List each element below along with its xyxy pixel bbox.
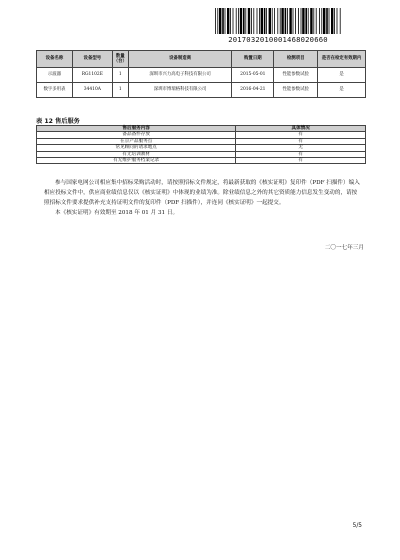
cell-equipment-name: 数字多用表 [37,83,73,98]
header-manufacturer: 设备制造商 [128,51,232,68]
cell-service-item: 有无维护服务档案记录 [37,158,236,164]
cell-service-item: 备品备件存放 [37,132,236,138]
header-service-content: 售后服务内容 [37,126,236,132]
header-service-status: 具体情况 [236,126,366,132]
cell-manufacturer: 深圳市博瑞格科技有限公司 [128,83,232,98]
header-equipment-model: 设备型号 [72,51,112,68]
barcode-image [214,8,342,34]
cell-equipment-model: RG1102E [72,68,112,83]
cell-service-status: 有 [236,151,366,157]
cell-quantity: 1 [112,68,128,83]
cell-equipment-model: 34410A [72,83,112,98]
table-row [37,68,366,83]
barcode-number: 2017032010001468020660 [228,35,328,44]
barcode-block [214,8,342,44]
after-sales-service-table [36,125,366,164]
cell-service-status: 无 [236,145,366,151]
section-title: 表 12 售后服务 [36,118,80,125]
header-test-item: 检测项目 [274,51,318,68]
cell-purchase-date: 2015-05-01 [232,68,274,83]
cell-service-status: 有 [236,138,366,144]
header-purchase-date: 购置日期 [232,51,274,68]
cell-service-status: 有 [236,132,366,138]
cell-equipment-name: 示波器 [37,68,73,83]
equipment-table [36,50,366,98]
table-row [37,83,366,98]
table-row [37,158,366,164]
header-calibration-valid: 是否在检定有效期内 [318,51,366,68]
cell-service-item: 常见顾问的请求地点 [37,145,236,151]
cell-quantity: 1 [112,83,128,98]
header-equipment-name: 设备名称 [37,51,73,68]
page-number: 5/5 [352,523,362,529]
cell-calibration-valid: 是 [318,68,366,83]
instruction-paragraph: 参与国家电网公司相应集中招标采购活动时，请按照招标文件规定，将最新获取的《核实证明》复印件（PDF 扫描件）编入相应投标文件中，供应商业绩信息仅以《核实证明》中体现的业绩为准。除业绩信息之外的其它资质能力信息发生变动的，请按照招标文件要求提供补充支持证明文件的复印件（PDF 扫描件），并连同《核实证明》一起提交。 [44,180,360,206]
cell-service-item: 在京产品服务点 [37,138,236,144]
cell-calibration-valid: 是 [318,83,366,98]
cell-test-item: 性能参数试验 [274,68,318,83]
validity-paragraph: 本《核实证明》有效期至 2018 年 01 月 31 日。 [55,210,179,216]
cell-service-item: 有无培训教材 [37,151,236,157]
equipment-table-header-row [37,51,366,68]
header-quantity: 数量（台） [112,51,128,68]
cell-test-item: 性能参数试验 [274,83,318,98]
cell-service-status: 有 [236,158,366,164]
cell-purchase-date: 2016-04-21 [232,83,274,98]
signature-date: 二〇一七年三月 [324,245,364,251]
cell-manufacturer: 深圳市兴力高电子科技有限公司 [128,68,232,83]
